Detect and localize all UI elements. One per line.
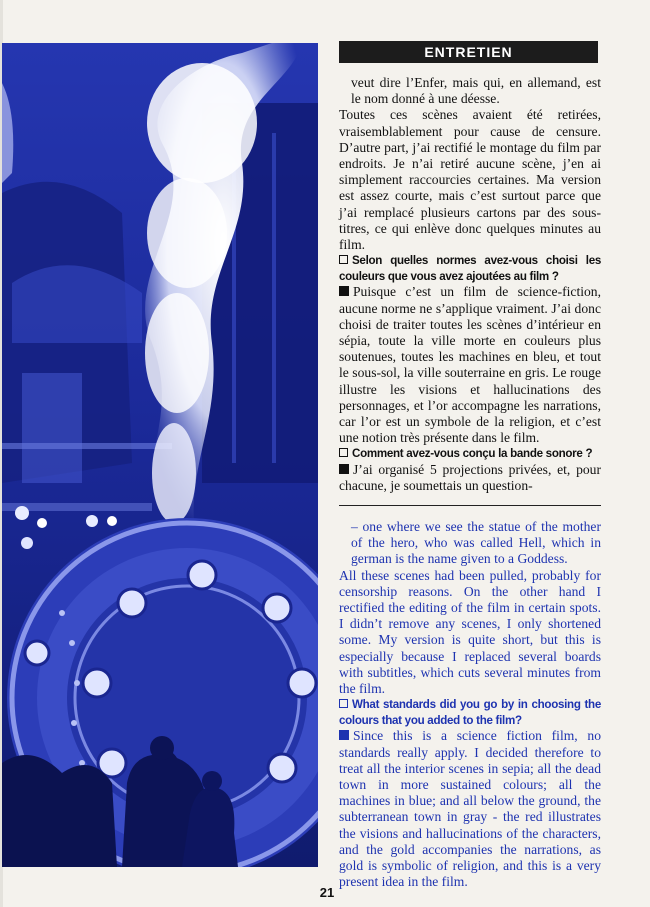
french-question-2 [339,446,601,462]
english-question-1-text: What standards did you go by in choosing the colours that you added to the film? [339,698,601,727]
filled-square-icon [339,286,349,296]
french-question-1 [339,253,601,284]
hollow-square-icon [339,448,348,457]
french-paragraph-2: Toutes ces scènes avaient été retirées, vraisemblablement pour cause de censure. D’autre part, j’ai rectifié le montage du film par endroits. Je n’ai retiré aucune scène, j’en ai simplement raccourcies certaines. Ma version est assez courte, mais c’est surtout parce que j’ai remplacé plusieurs cartons par des sous-titres, ce qui enlève donc quelques minutes au film. [339,107,601,253]
french-paragraph-1: veut dire l’Enfer, mais qui, en allemand, est le nom donné à une déesse. [351,75,601,107]
column-divider [339,505,601,506]
english-paragraph-2: All these scenes had been pulled, probably for censorship reasons. On the other hand I rectified the editing of the film in certain spots. I didn’t remove any scenes, I only shortened some. My version is quite short, but this is especially because I replaced several boards with subtitles, which cuts several minutes from the film. [339,567,601,697]
french-answer-1-text: Puisque c’est un film de science-fiction, aucune norme ne s’applique vraiment. J’ai donc choisi de traiter toutes les scènes d’intérieur en sépia, toute la ville morte en couleurs plus soutenues, toutes les machines en bleu, et tout le sous-sol, la ville souterraine en gris. Le rouge illustre les visions et hallucinations des personnages, et l’or accompagne les narrations, car l’or est un symbole de la religion, et c’est une notion très présente dans le film. [339,284,601,446]
french-question-2-text: Comment avez-vous conçu la bande sonore ? [352,447,593,461]
page-number: 21 [319,885,335,900]
french-answer-2-text: J’ai organisé 5 projections privées, et, pour chacune, je soumettais un question- [339,462,601,494]
english-answer-1 [339,728,601,890]
english-answer-1-text: Since this is a science fiction film, no standards really apply. I decided therefore to treat all the interior scenes in sepia; all the dead town in more sustained colours; all the machines in blue; and all below the ground, the subterranean town in gray - the red illustrates the visions and hallucinations of the characters, and the gold accompanies the narrations, as gold is symbolic of religion, and this is a very present idea in the film. [339,728,601,890]
hollow-square-icon [339,699,348,708]
english-column [339,519,601,890]
english-paragraph-1: – one where we see the statue of the mother of the hero, who was called Hell, which in german is the name given to a Goddess. [351,519,601,567]
section-header: ENTRETIEN [339,41,598,63]
english-question-1 [339,697,601,728]
french-column [339,75,601,494]
french-question-1-text: Selon quelles normes avez-vous choisi les couleurs que vous avez ajoutées au film ? [339,254,601,283]
filled-square-icon [339,730,349,740]
hollow-square-icon [339,255,348,264]
french-answer-2 [339,462,601,494]
filled-square-icon [339,464,349,474]
french-answer-1 [339,284,601,446]
film-still-illustration [2,43,318,867]
film-still-photo [2,43,318,867]
